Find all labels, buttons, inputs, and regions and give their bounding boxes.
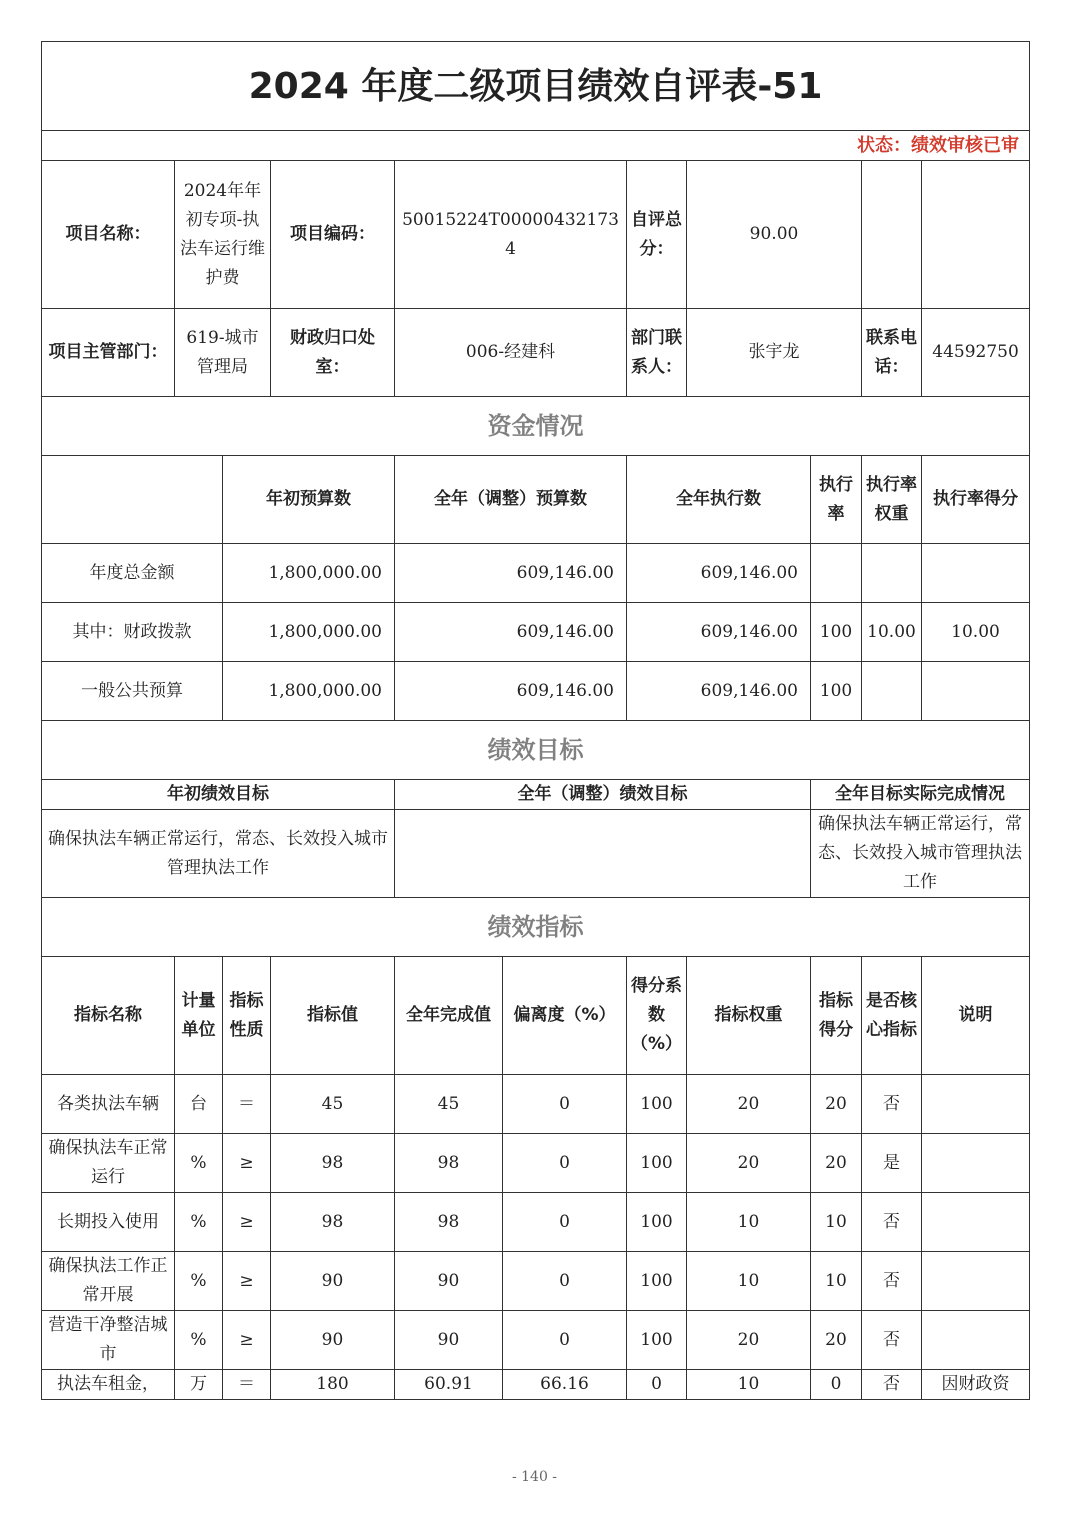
indicator-target: 98 [271,1193,395,1252]
funds-initial: 1,800,000.00 [223,544,395,603]
indicator-nature: ≥ [223,1193,271,1252]
funds-header: 执行率权重 [862,456,922,544]
indicator-actual: 90 [395,1252,503,1311]
indicator-core: 否 [862,1311,922,1370]
evaluation-table [41,41,1030,1400]
indicator-deviation: 0 [503,1311,627,1370]
indicator-actual: 98 [395,1134,503,1193]
indicator-weight: 10 [687,1252,811,1311]
indicator-actual: 98 [395,1193,503,1252]
table-row [42,1311,1030,1370]
indicator-target: 90 [271,1252,395,1311]
indicator-actual: 60.91 [395,1370,503,1400]
indicators-header: 偏离度（%） [503,957,627,1075]
table-row [42,603,1030,662]
indicator-name: 各类执法车辆 [42,1075,175,1134]
empty-cell [862,161,922,309]
score-label: 自评总分： [627,161,687,309]
indicator-target: 98 [271,1134,395,1193]
indicator-coef: 100 [627,1193,687,1252]
page-title: 2024 年度二级项目绩效自评表-51 [42,42,1030,131]
indicators-header: 全年完成值 [395,957,503,1075]
indicator-core: 否 [862,1075,922,1134]
funds-row-name: 其中：财政拨款 [42,603,223,662]
indicator-note [922,1075,1030,1134]
goal-adjusted [395,810,811,898]
table-row [42,662,1030,721]
indicator-score: 10 [811,1193,862,1252]
funds-section-title: 资金情况 [42,397,1030,456]
indicators-header: 指标得分 [811,957,862,1075]
indicator-score: 0 [811,1370,862,1400]
indicator-weight: 20 [687,1134,811,1193]
funds-row-name: 一般公共预算 [42,662,223,721]
goals-header: 年初绩效目标 [42,780,395,810]
contact-label: 部门联系人： [627,309,687,397]
page-number: - 140 - [511,1469,558,1485]
table-row [42,1252,1030,1311]
goal-initial: 确保执法车辆正常运行，常态、长效投入城市管理执法工作 [42,810,395,898]
indicator-score: 10 [811,1252,862,1311]
indicator-core: 否 [862,1193,922,1252]
indicator-nature: ＝ [223,1370,271,1400]
table-row [42,544,1030,603]
indicator-unit: % [175,1134,223,1193]
indicator-weight: 20 [687,1311,811,1370]
indicator-deviation: 0 [503,1075,627,1134]
status-badge: 状态：绩效审核已审 [42,131,1030,161]
indicator-coef: 100 [627,1252,687,1311]
funds-weight [862,662,922,721]
dept: 619-城市管理局 [175,309,271,397]
funds-rate [811,544,862,603]
indicator-weight: 20 [687,1075,811,1134]
funds-header: 年初预算数 [223,456,395,544]
contact-phone: 44592750 [922,309,1030,397]
funds-weight [862,544,922,603]
funds-header: 执行率得分 [922,456,1030,544]
table-row [42,1075,1030,1134]
indicator-unit: % [175,1252,223,1311]
indicators-header: 是否核心指标 [862,957,922,1075]
funds-rate: 100 [811,603,862,662]
project-code: 50015224T000004321734 [395,161,627,309]
indicator-score: 20 [811,1075,862,1134]
indicator-unit: % [175,1311,223,1370]
indicator-unit: 万 [175,1370,223,1400]
indicator-coef: 100 [627,1075,687,1134]
indicator-note [922,1193,1030,1252]
indicator-weight: 10 [687,1370,811,1400]
funds-rate: 100 [811,662,862,721]
project-code-label: 项目编码： [271,161,395,309]
funds-initial: 1,800,000.00 [223,603,395,662]
indicator-note: 因财政资 [922,1370,1030,1400]
indicator-actual: 90 [395,1311,503,1370]
table-row [42,1193,1030,1252]
goals-header: 全年目标实际完成情况 [811,780,1030,810]
funds-header: 执行率 [811,456,862,544]
indicator-name: 营造干净整洁城市 [42,1311,175,1370]
finance-office: 006-经建科 [395,309,627,397]
indicator-deviation: 66.16 [503,1370,627,1400]
project-name-label: 项目名称： [42,161,175,309]
indicators-header: 得分系数（%） [627,957,687,1075]
indicator-target: 45 [271,1075,395,1134]
funds-executed: 609,146.00 [627,603,811,662]
funds-header: 全年执行数 [627,456,811,544]
goals-section-title: 绩效目标 [42,721,1030,780]
indicator-name: 长期投入使用 [42,1193,175,1252]
funds-score [922,544,1030,603]
indicator-deviation: 0 [503,1193,627,1252]
indicator-unit: 台 [175,1075,223,1134]
indicator-unit: % [175,1193,223,1252]
indicator-name: 确保执法车正常运行 [42,1134,175,1193]
indicator-target: 180 [271,1370,395,1400]
indicator-coef: 100 [627,1134,687,1193]
funds-score: 10.00 [922,603,1030,662]
indicator-score: 20 [811,1311,862,1370]
indicator-score: 20 [811,1134,862,1193]
indicator-nature: ≥ [223,1252,271,1311]
table-row [42,1134,1030,1193]
indicator-target: 90 [271,1311,395,1370]
goal-actual: 确保执法车辆正常运行，常态、长效投入城市管理执法工作 [811,810,1030,898]
indicator-core: 否 [862,1252,922,1311]
indicators-section-title: 绩效指标 [42,898,1030,957]
indicators-header: 指标权重 [687,957,811,1075]
indicator-note [922,1252,1030,1311]
empty-cell [922,161,1030,309]
indicators-header: 指标性质 [223,957,271,1075]
indicator-coef: 100 [627,1311,687,1370]
funds-adjusted: 609,146.00 [395,603,627,662]
indicators-header: 指标名称 [42,957,175,1075]
indicator-nature: ＝ [223,1075,271,1134]
indicators-header: 说明 [922,957,1030,1075]
indicator-deviation: 0 [503,1252,627,1311]
funds-header: 全年（调整）预算数 [395,456,627,544]
indicator-deviation: 0 [503,1134,627,1193]
indicator-note [922,1311,1030,1370]
funds-executed: 609,146.00 [627,662,811,721]
funds-score [922,662,1030,721]
indicator-core: 是 [862,1134,922,1193]
funds-weight: 10.00 [862,603,922,662]
indicator-nature: ≥ [223,1311,271,1370]
indicator-weight: 10 [687,1193,811,1252]
indicator-name: 执法车租金， [42,1370,175,1400]
indicator-core: 否 [862,1370,922,1400]
indicator-coef: 0 [627,1370,687,1400]
goals-header: 全年（调整）绩效目标 [395,780,811,810]
finance-label: 财政归口处室： [271,309,395,397]
indicators-header: 计量单位 [175,957,223,1075]
contact-person: 张宇龙 [687,309,862,397]
funds-adjusted: 609,146.00 [395,544,627,603]
funds-adjusted: 609,146.00 [395,662,627,721]
funds-executed: 609,146.00 [627,544,811,603]
indicator-name: 确保执法工作正常开展 [42,1252,175,1311]
self-score: 90.00 [687,161,862,309]
funds-initial: 1,800,000.00 [223,662,395,721]
empty-cell [42,456,223,544]
phone-label: 联系电话： [862,309,922,397]
table-row [42,1370,1030,1400]
indicator-actual: 45 [395,1075,503,1134]
dept-label: 项目主管部门： [42,309,175,397]
project-name: 2024年年初专项-执法车运行维护费 [175,161,271,309]
indicator-note [922,1134,1030,1193]
evaluation-sheet [41,41,1029,1400]
funds-row-name: 年度总金额 [42,544,223,603]
indicator-nature: ≥ [223,1134,271,1193]
indicators-header: 指标值 [271,957,395,1075]
